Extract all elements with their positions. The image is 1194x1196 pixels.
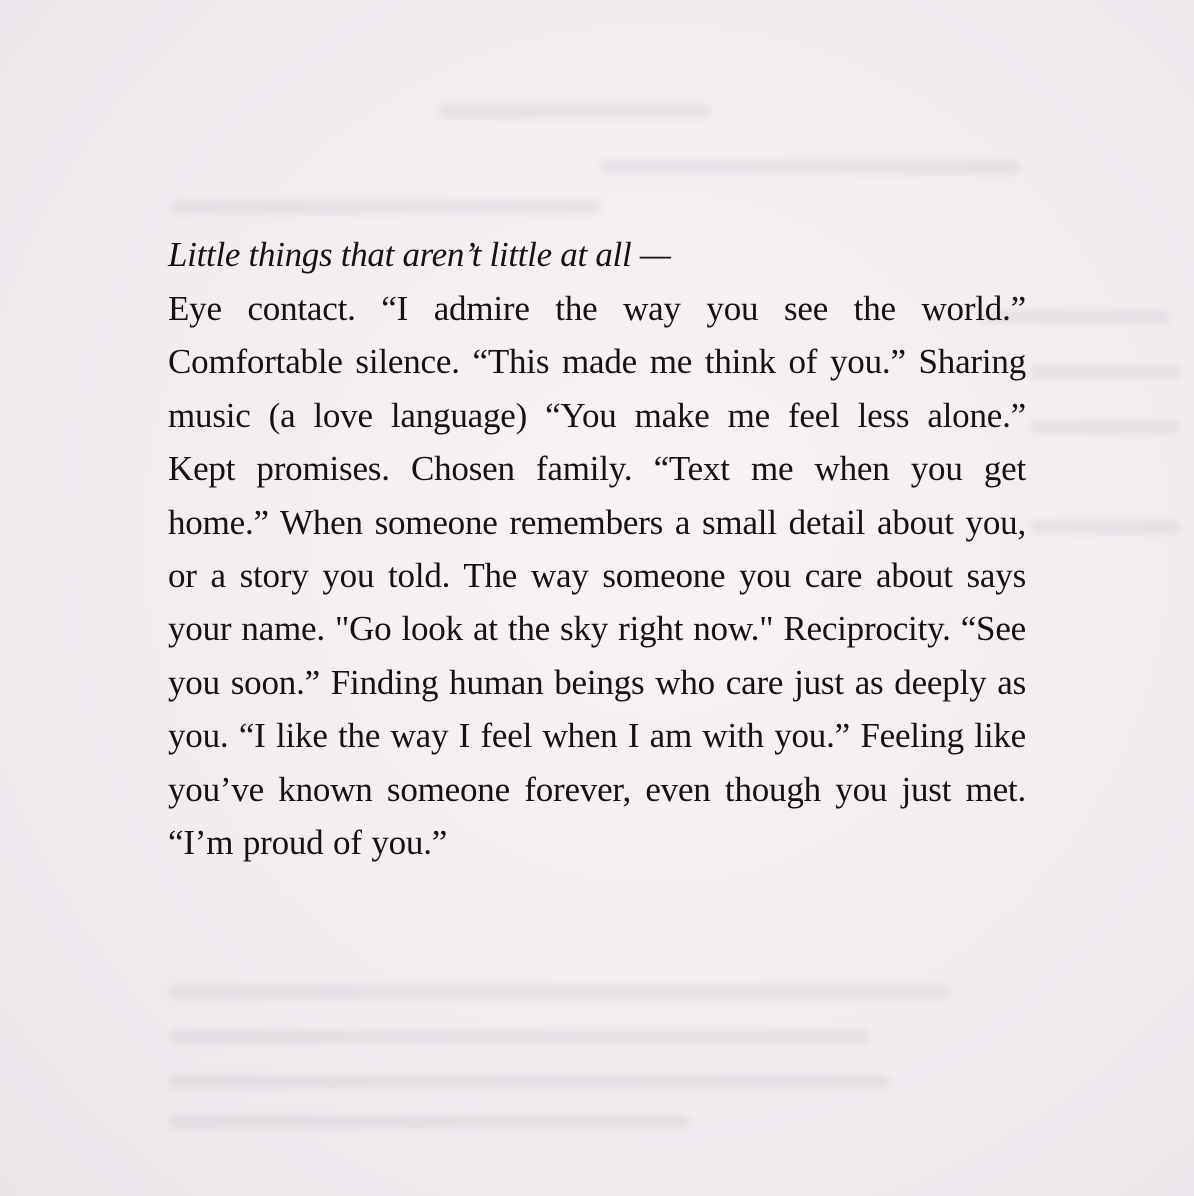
body-paragraph: Eye contact. “I admire the way you see the world.” Comfortable silence. “This made me think of you.” Sharing music (a love language) “You make me feel less alone.” Kept promises. Chosen family. “Text me when you get home.” When someone remembers a small detail about you, or a story you told. The way someone you care about says your name. "Go look at the sky right now." Reciprocity. “See you soon.” Finding human beings who care just as deeply as you. “I like the way I feel when I am with you.” Feeling like you’ve known someone forever, even though you just met. “I’m proud of you.” — [168, 289, 1026, 863]
page-title: Little things that aren’t little at all — — [168, 235, 671, 274]
text-block — [168, 228, 1026, 869]
